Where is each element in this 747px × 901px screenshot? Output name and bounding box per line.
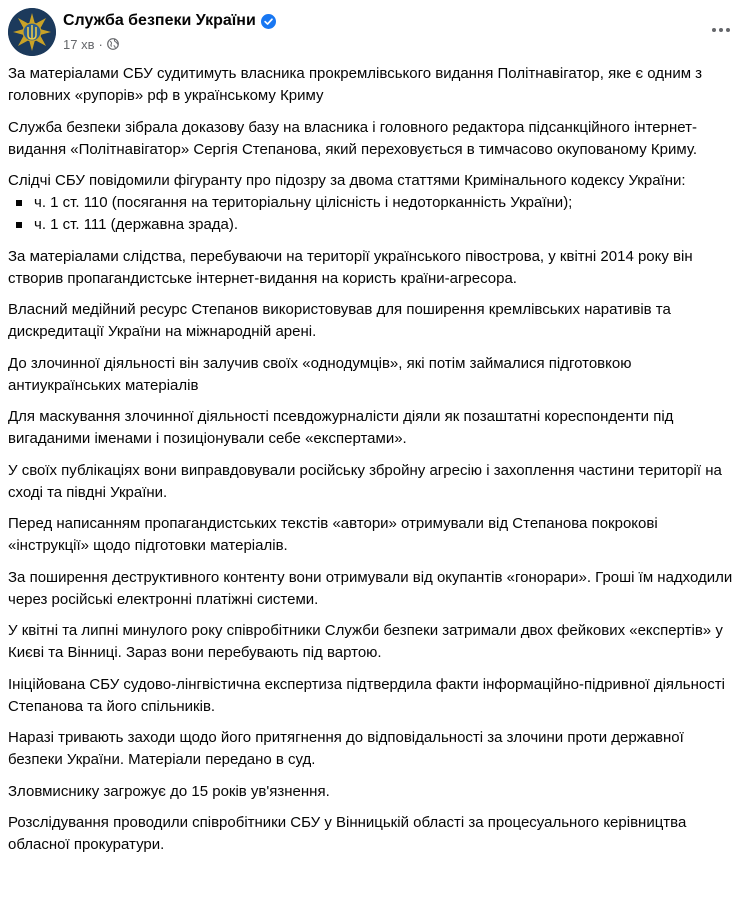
page-name[interactable]: Служба безпеки України (63, 12, 256, 29)
page-name-row (63, 10, 276, 32)
post-paragraph: У своїх публікаціях вони виправдовували російську збройну агресію і захоплення частини території на сході та півдні України. (8, 461, 722, 501)
more-dot (712, 28, 716, 32)
list-item (8, 192, 737, 214)
post-paragraph: Слідчі СБУ повідомили фігуранту про підозру за двома статтями Кримінального кодексу України: (8, 172, 686, 189)
post-timestamp[interactable]: 17 хв (63, 36, 95, 52)
globe-icon[interactable] (107, 38, 119, 50)
bullet-square-icon (16, 200, 22, 206)
more-dot (726, 28, 730, 32)
post-paragraph: Служба безпеки зібрала доказову базу на власника і головного редактора підсанкційного інтернет-видання «Політнавігатор» Сергія Степанова, який переховується в тимчасово окупованому Криму. (8, 118, 698, 158)
verified-badge-icon (261, 14, 276, 29)
charges-list (8, 192, 737, 236)
more-dot (719, 28, 723, 32)
post-paragraph: Наразі тривають заходи щодо його притягнення до відповідальності за злочини проти державної безпеки України. Матеріали передано в суд. (8, 729, 684, 768)
post-paragraph: До злочинної діяльності він залучив своїх «однодумців», які потім займалися підготовкою антиукраїнських матеріалів (8, 354, 632, 394)
list-item (8, 214, 737, 236)
charges-block (8, 170, 737, 236)
list-item-text: ч. 1 ст. 110 (посягання на територіальну цілісність і недоторканність України); (34, 194, 573, 211)
post-paragraph: За матеріалами СБУ судитимуть власника прокремлівського видання Політнавігатор, яке є одним з головних «рупорів» рф в українському Криму (8, 65, 703, 104)
post-paragraph: Розслідування проводили співробітники СБУ у Вінницькій області за процесуального керівництва обласної прокуратури. (8, 814, 687, 853)
post-paragraph: У квітні та липні минулого року співробітники Служби безпеки затримали двох фейкових «експертів» у Києві та Вінниці. Зараз вони перебувають під вартою. (8, 622, 723, 661)
bullet-square-icon (16, 222, 22, 228)
more-options-icon[interactable] (703, 16, 739, 44)
meta-separator: · (98, 36, 103, 52)
post-header (8, 8, 739, 56)
list-item-text: ч. 1 ст. 111 (державна зрада). (34, 216, 239, 233)
post-paragraph: За поширення деструктивного контенту вони отримували від окупантів «гонорари». Гроші їм надходили через російські електронні платіжні системи. (8, 568, 733, 608)
post-paragraph: Власний медійний ресурс Степанов використовував для поширення кремлівських наративів та дискредитації України на міжнародній арені. (8, 301, 671, 340)
post-body (8, 63, 737, 866)
post-paragraph: За матеріалами слідства, перебуваючи на території українського півострова, у квітні 2014 року він створив пропагандистське інтернет-видання на користь країни-агресора. (8, 247, 693, 287)
post-paragraph: Для маскування злочинної діяльності псевдожурналісти діяли як позаштатні кореспонденти під вигаданими іменами і позиціонували себе «експертами». (8, 408, 674, 447)
sbu-emblem-icon (8, 8, 56, 56)
post-paragraph: Зловмиснику загрожує до 15 років ув'язнення. (8, 782, 330, 800)
avatar[interactable] (8, 8, 56, 56)
post-paragraph: Перед написанням пропагандистських текстів «автори» отримували від Степанова покрокові «інструкції» щодо підготовки матеріалів. (8, 515, 658, 554)
post-meta (63, 35, 119, 53)
post-paragraph: Ініційована СБУ судово-лінгвістична експертиза підтвердила факти інформаційно-підривної діяльності Степанова та його спільників. (8, 675, 725, 715)
